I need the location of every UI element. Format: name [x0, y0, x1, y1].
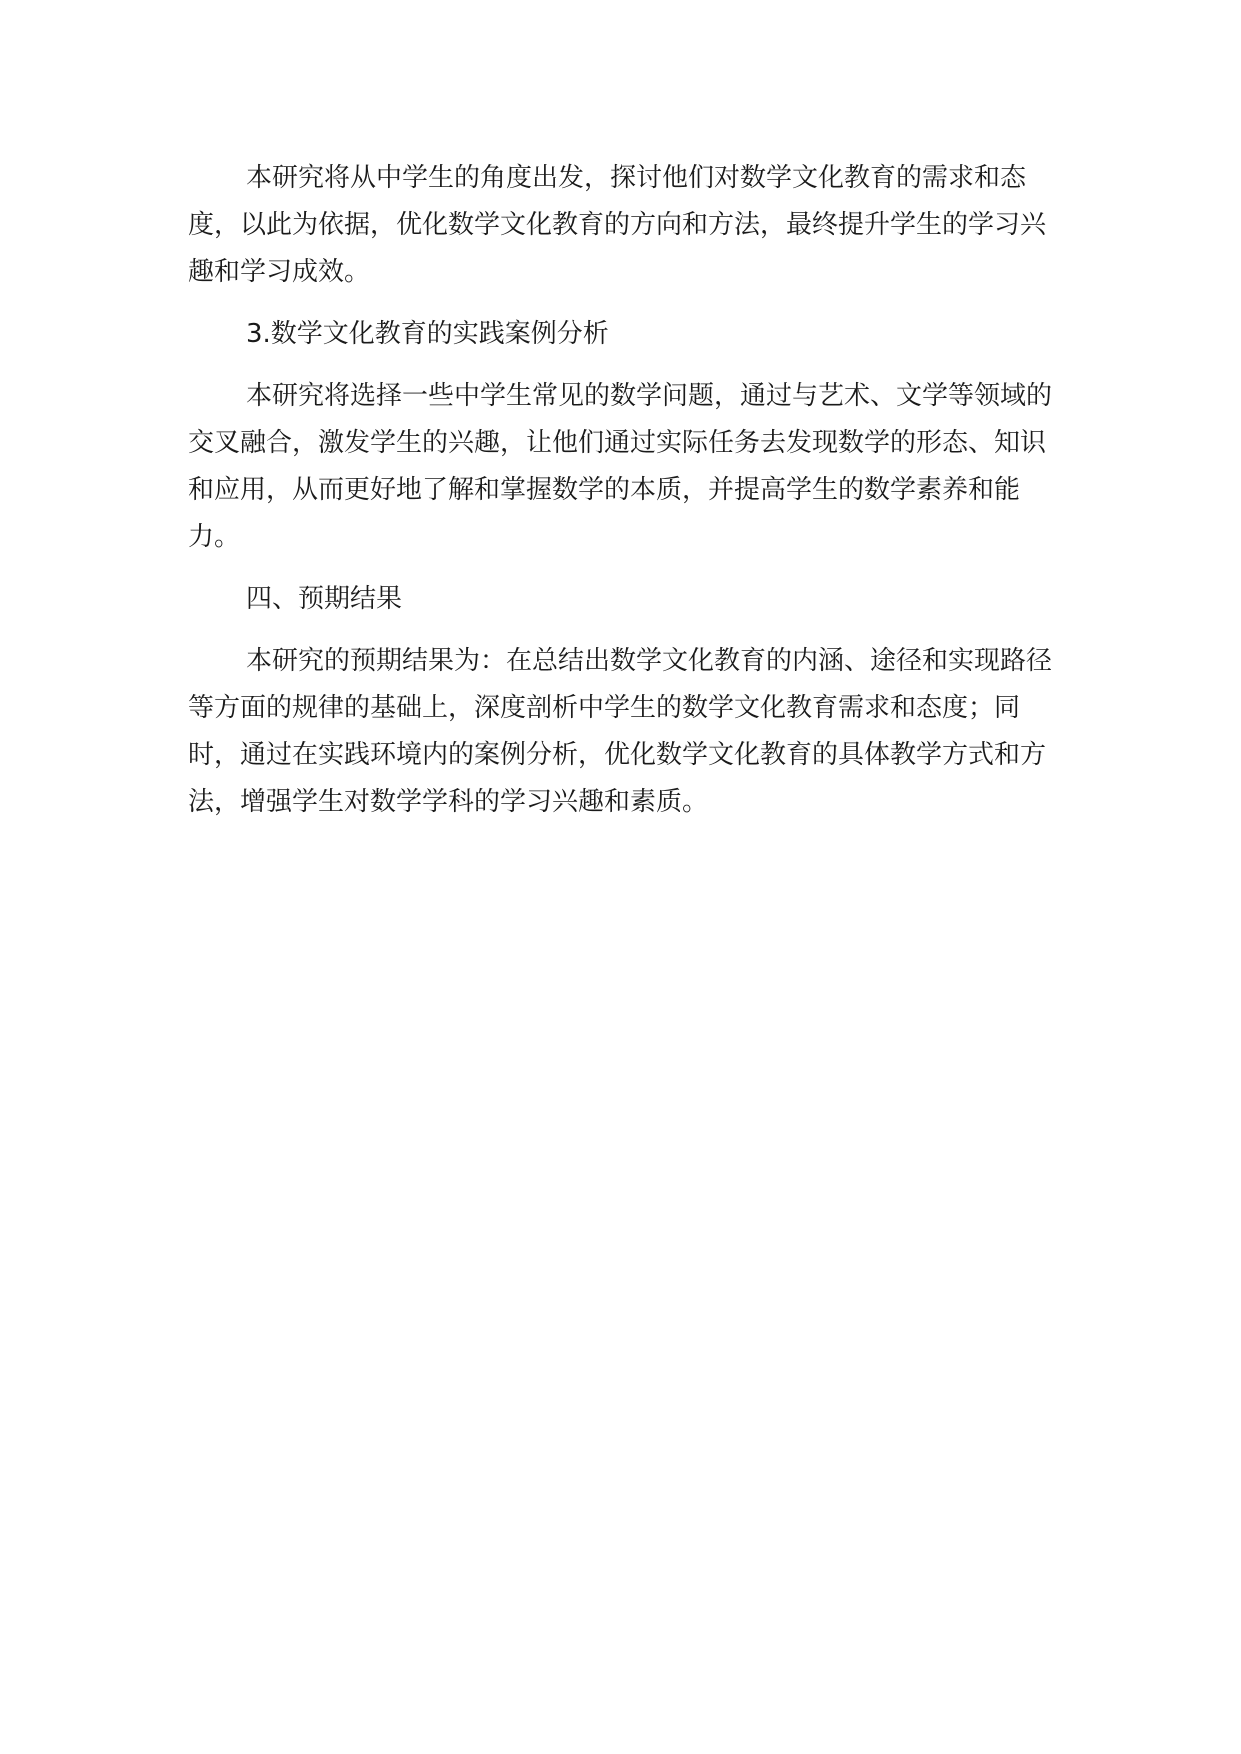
document-body	[188, 155, 1054, 841]
paragraph-student-perspective: 本研究将从中学生的角度出发，探讨他们对数学文化教育的需求和态度，以此为依据，优化数学文化教育的方向和方法，最终提升学生的学习兴趣和学习成效。	[188, 163, 1047, 287]
paragraph-case-analysis: 本研究将选择一些中学生常见的数学问题，通过与艺术、文学等领域的交叉融合，激发学生的兴趣，让他们通过实际任务去发现数学的形态、知识和应用，从而更好地了解和掌握数学的本质，并提高学生的数学素养和能力。	[188, 381, 1053, 552]
section-heading-case-analysis: 3.数学文化教育的实践案例分析	[246, 319, 609, 349]
paragraph-expected-results: 本研究的预期结果为：在总结出数学文化教育的内涵、途径和实现路径等方面的规律的基础上，深度剖析中学生的数学文化教育需求和态度；同时，通过在实践环境内的案例分析，优化数学文化教育的具体教学方式和方法，增强学生对数学学科的学习兴趣和素质。	[188, 646, 1053, 817]
section-heading-expected-results: 四、预期结果	[246, 584, 403, 614]
